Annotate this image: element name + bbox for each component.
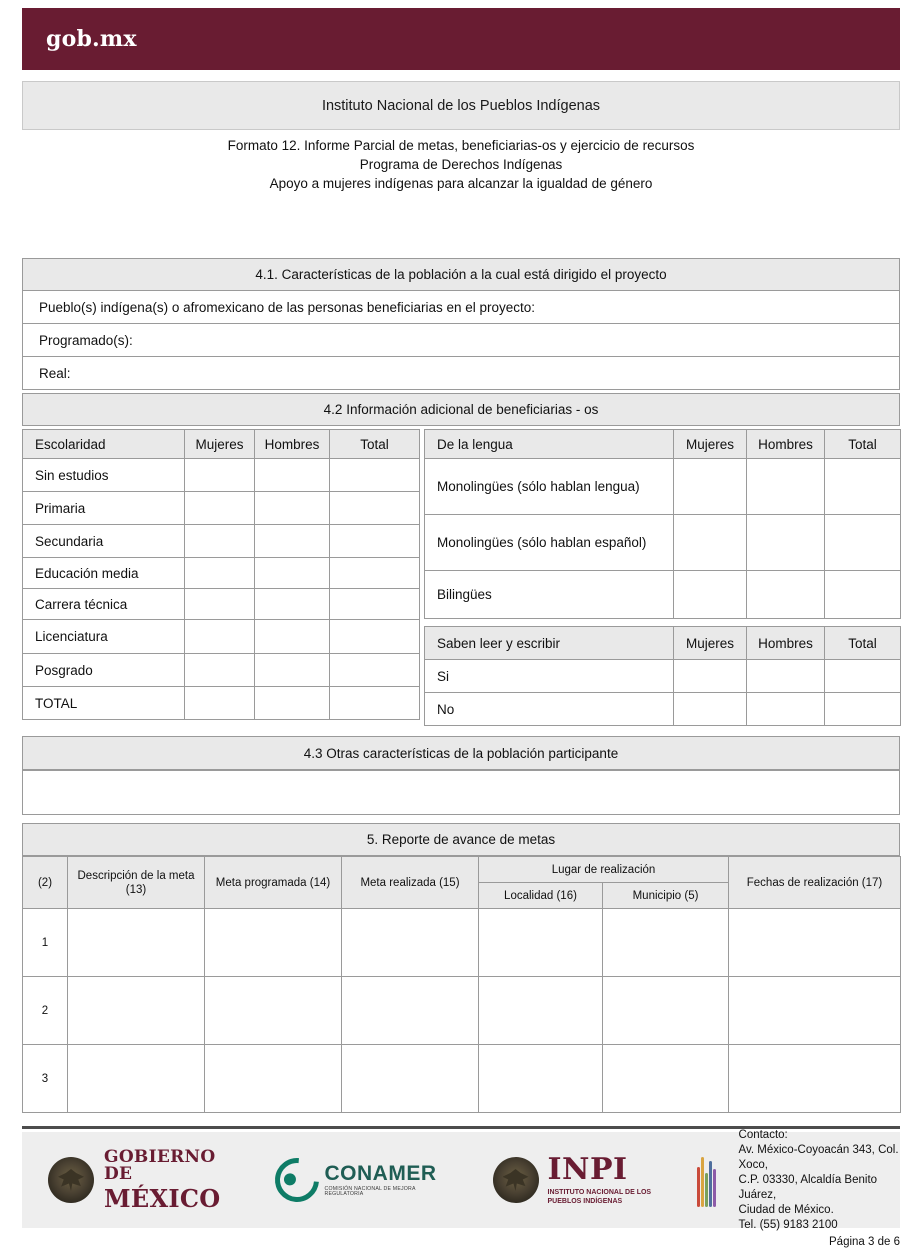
metas-cell-meta-programada[interactable] xyxy=(205,977,342,1045)
leer-cell-mujeres[interactable] xyxy=(674,660,747,693)
metas-row-number: 1 xyxy=(23,909,68,977)
table-header-row xyxy=(425,430,901,459)
escolaridad-cell-hombres[interactable] xyxy=(255,525,330,558)
table-row xyxy=(23,620,420,654)
leer-header-mujeres: Mujeres xyxy=(674,627,747,660)
gobierno-de-mexico-logo xyxy=(48,1149,221,1211)
escolaridad-header-total: Total xyxy=(330,430,420,459)
lengua-header-hombres: Hombres xyxy=(747,430,825,459)
gobierno-de-mexico-text xyxy=(104,1149,221,1211)
table-row xyxy=(23,558,420,589)
escolaridad-cell-total[interactable] xyxy=(330,558,420,589)
escolaridad-cell-mujeres[interactable] xyxy=(185,558,255,589)
lengua-cell-hombres[interactable] xyxy=(747,571,825,619)
metas-cell-meta-realizada[interactable] xyxy=(342,909,479,977)
section-4-1-question: Pueblo(s) indígena(s) o afromexicano de las personas beneficiarias en el proyecto: xyxy=(22,291,900,324)
conamer-name: CONAMER xyxy=(324,1161,437,1185)
leer-cell-total[interactable] xyxy=(825,693,901,726)
metas-header-municipio: Municipio (5) xyxy=(603,883,729,909)
escolaridad-cell-hombres[interactable] xyxy=(255,492,330,525)
inpi-feather-icon xyxy=(697,1153,717,1207)
page-number: Página 3 de 6 xyxy=(829,1236,900,1248)
lengua-header-total: Total xyxy=(825,430,901,459)
gobmx-header-bar xyxy=(22,8,900,70)
escolaridad-header-hombres: Hombres xyxy=(255,430,330,459)
escolaridad-row-label: Posgrado xyxy=(23,654,185,687)
leer-header-label: Saben leer y escribir xyxy=(425,627,674,660)
metas-cell-meta-realizada[interactable] xyxy=(342,977,479,1045)
metas-header-num: (2) xyxy=(23,857,68,909)
escolaridad-cell-mujeres[interactable] xyxy=(185,654,255,687)
escolaridad-cell-hombres[interactable] xyxy=(255,459,330,492)
escolaridad-total-total[interactable] xyxy=(330,687,420,720)
contacto-line-4: Tel. (55) 9183 2100 xyxy=(738,1218,838,1231)
contacto-line-1: Av. México-Coyoacán 343, Col. Xoco, xyxy=(738,1143,899,1171)
leer-row-label: No xyxy=(425,693,674,726)
lengua-row-label: Monolingües (sólo hablan lengua) xyxy=(425,459,674,515)
metas-cell-fechas[interactable] xyxy=(729,909,901,977)
table-row xyxy=(23,589,420,620)
escolaridad-cell-total[interactable] xyxy=(330,525,420,558)
leer-cell-mujeres[interactable] xyxy=(674,693,747,726)
section-4-1-title: 4.1. Características de la población a la cual está dirigido el proyecto xyxy=(22,258,900,291)
escolaridad-cell-hombres[interactable] xyxy=(255,589,330,620)
lengua-cell-mujeres[interactable] xyxy=(674,459,747,515)
escolaridad-cell-mujeres[interactable] xyxy=(185,459,255,492)
escolaridad-row-label: Licenciatura xyxy=(23,620,185,654)
table-row xyxy=(425,660,901,693)
inpi-name: INPI xyxy=(547,1151,628,1187)
eagle-emblem-icon xyxy=(493,1157,539,1203)
leer-escribir-table xyxy=(424,626,901,726)
lengua-cell-total[interactable] xyxy=(825,515,901,571)
escolaridad-cell-hombres[interactable] xyxy=(255,558,330,589)
table-row xyxy=(23,909,901,977)
subtitle-line-3: Apoyo a mujeres indígenas para alcanzar la igualdad de género xyxy=(269,176,653,191)
section-5-title: 5. Reporte de avance de metas xyxy=(22,823,900,856)
gobmx-logo: gob.mx xyxy=(46,26,137,52)
metas-header-fechas: Fechas de realización (17) xyxy=(729,857,901,909)
metas-header-lugar: Lugar de realización xyxy=(479,857,729,883)
conamer-text xyxy=(325,1163,437,1197)
escolaridad-header-mujeres: Mujeres xyxy=(185,430,255,459)
document-subtitle xyxy=(0,136,922,193)
inpi-logo xyxy=(493,1153,717,1207)
lengua-table xyxy=(424,429,901,619)
section-4-3-title: 4.3 Otras características de la población participante xyxy=(22,736,900,770)
metas-cell-meta-programada[interactable] xyxy=(205,909,342,977)
escolaridad-cell-total[interactable] xyxy=(330,620,420,654)
leer-header-total: Total xyxy=(825,627,901,660)
leer-header-hombres: Hombres xyxy=(747,627,825,660)
table-row xyxy=(23,525,420,558)
metas-cell-meta-programada[interactable] xyxy=(205,1045,342,1113)
metas-cell-localidad[interactable] xyxy=(479,1045,603,1113)
metas-cell-municipio[interactable] xyxy=(603,909,729,977)
document-footer xyxy=(22,1128,900,1231)
lengua-header-label: De la lengua xyxy=(425,430,674,459)
escolaridad-table xyxy=(22,429,420,720)
escolaridad-cell-mujeres[interactable] xyxy=(185,589,255,620)
metas-cell-meta-realizada[interactable] xyxy=(342,1045,479,1113)
leer-cell-total[interactable] xyxy=(825,660,901,693)
escolaridad-cell-mujeres[interactable] xyxy=(185,492,255,525)
escolaridad-total-mujeres[interactable] xyxy=(185,687,255,720)
metas-header-descripcion: Descripción de la meta (13) xyxy=(68,857,205,909)
metas-header-meta-realizada: Meta realizada (15) xyxy=(342,857,479,909)
section-4-1-programado[interactable]: Programado(s): xyxy=(22,324,900,357)
metas-cell-fechas[interactable] xyxy=(729,1045,901,1113)
escolaridad-cell-hombres[interactable] xyxy=(255,654,330,687)
lengua-header-mujeres: Mujeres xyxy=(674,430,747,459)
contacto-block xyxy=(739,1128,900,1233)
table-header-row xyxy=(23,430,420,459)
escolaridad-cell-total[interactable] xyxy=(330,492,420,525)
table-row xyxy=(425,515,901,571)
metas-header-localidad: Localidad (16) xyxy=(479,883,603,909)
conamer-mark-icon xyxy=(266,1149,328,1211)
metas-cell-descripcion[interactable] xyxy=(68,977,205,1045)
table-header-row xyxy=(425,627,901,660)
metas-cell-localidad[interactable] xyxy=(479,909,603,977)
reporte-avance-metas-table xyxy=(22,856,901,1113)
lengua-cell-hombres[interactable] xyxy=(747,515,825,571)
conamer-subtitle: COMISIÓN NACIONAL DE MEJORA REGULATORIA xyxy=(324,1185,416,1197)
escolaridad-cell-total[interactable] xyxy=(330,654,420,687)
inpi-subtitle: INSTITUTO NACIONAL DE LOS PUEBLOS INDÍGENAS xyxy=(547,1188,652,1205)
escolaridad-cell-total[interactable] xyxy=(330,589,420,620)
table-row xyxy=(23,977,901,1045)
table-row xyxy=(425,693,901,726)
eagle-emblem-icon xyxy=(48,1157,94,1203)
metas-cell-descripcion[interactable] xyxy=(68,1045,205,1113)
metas-cell-descripcion[interactable] xyxy=(68,909,205,977)
metas-cell-fechas[interactable] xyxy=(729,977,901,1045)
subtitle-line-1: Formato 12. Informe Parcial de metas, beneficiarias-os y ejercicio de recursos xyxy=(227,138,695,153)
lengua-cell-mujeres[interactable] xyxy=(674,515,747,571)
escolaridad-cell-hombres[interactable] xyxy=(255,620,330,654)
contacto-line-3: Ciudad de México. xyxy=(738,1203,834,1216)
escolaridad-row-label: Primaria xyxy=(23,492,185,525)
metas-row-number: 2 xyxy=(23,977,68,1045)
institution-name: Instituto Nacional de los Pueblos Indígenas xyxy=(321,97,601,114)
escolaridad-row-label: Secundaria xyxy=(23,525,185,558)
table-row xyxy=(23,1045,901,1113)
escolaridad-row-label: Carrera técnica xyxy=(23,589,185,620)
table-row xyxy=(23,654,420,687)
metas-cell-localidad[interactable] xyxy=(479,977,603,1045)
table-row xyxy=(23,687,420,720)
leer-cell-hombres[interactable] xyxy=(747,660,825,693)
leer-cell-hombres[interactable] xyxy=(747,693,825,726)
subtitle-line-2: Programa de Derechos Indígenas xyxy=(359,157,563,172)
lengua-cell-mujeres[interactable] xyxy=(674,571,747,619)
lengua-cell-hombres[interactable] xyxy=(747,459,825,515)
escolaridad-cell-mujeres[interactable] xyxy=(185,620,255,654)
conamer-logo xyxy=(275,1158,437,1202)
section-4-1 xyxy=(22,258,900,390)
table-row xyxy=(23,492,420,525)
lengua-row-label: Bilingües xyxy=(425,571,674,619)
escolaridad-cell-mujeres[interactable] xyxy=(185,525,255,558)
lengua-row-label: Monolingües (sólo hablan español) xyxy=(425,515,674,571)
contacto-text xyxy=(739,1128,900,1233)
section-4-3-input-area[interactable] xyxy=(22,770,900,815)
gobierno-line-2: MÉXICO xyxy=(104,1184,221,1213)
section-4-2-title: 4.2 Información adicional de beneficiarias - os xyxy=(22,393,900,426)
escolaridad-row-label: Educación media xyxy=(23,558,185,589)
lengua-cell-total[interactable] xyxy=(825,459,901,515)
leer-row-label: Si xyxy=(425,660,674,693)
contacto-title: Contacto: xyxy=(738,1128,788,1141)
escolaridad-row-label: Sin estudios xyxy=(23,459,185,492)
escolaridad-header-label: Escolaridad xyxy=(23,430,185,459)
table-row xyxy=(425,571,901,619)
contacto-line-2: C.P. 03330, Alcaldía Benito Juárez, xyxy=(738,1173,878,1201)
section-4-1-real[interactable]: Real: xyxy=(22,357,900,390)
table-row xyxy=(23,459,420,492)
metas-cell-municipio[interactable] xyxy=(603,1045,729,1113)
inpi-text xyxy=(547,1151,685,1206)
table-header-row-top xyxy=(23,857,901,883)
escolaridad-total-hombres[interactable] xyxy=(255,687,330,720)
lengua-cell-total[interactable] xyxy=(825,571,901,619)
escolaridad-cell-total[interactable] xyxy=(330,459,420,492)
metas-cell-municipio[interactable] xyxy=(603,977,729,1045)
metas-row-number: 3 xyxy=(23,1045,68,1113)
metas-header-meta-programada: Meta programada (14) xyxy=(205,857,342,909)
table-row xyxy=(425,459,901,515)
institution-bar xyxy=(22,81,900,130)
escolaridad-row-total-label: TOTAL xyxy=(23,687,185,720)
gobierno-line-1: GOBIERNO DE xyxy=(104,1147,216,1184)
